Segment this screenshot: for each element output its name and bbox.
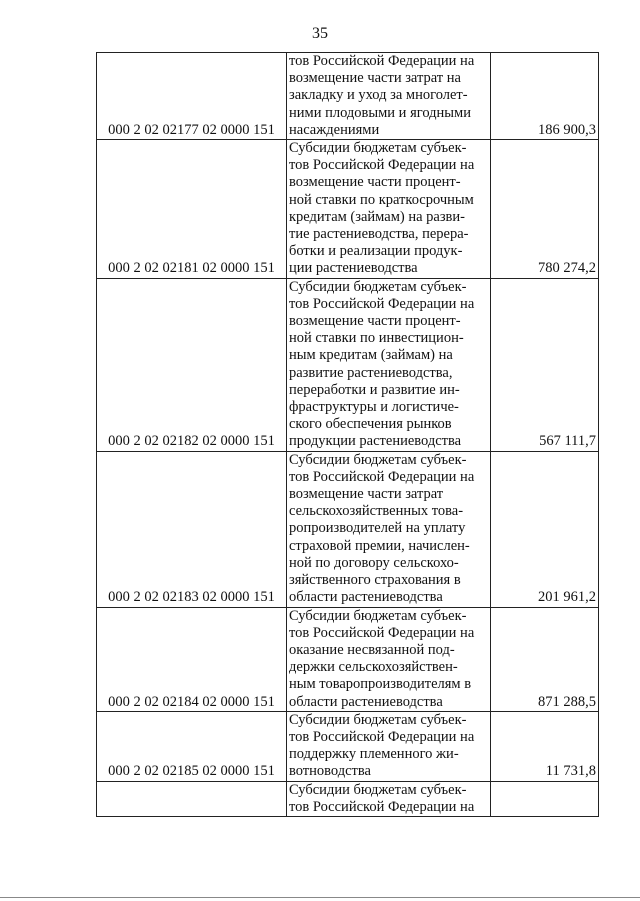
amount: 871 288,5 — [491, 607, 599, 711]
description-line: тие растениеводства, перера- — [289, 226, 469, 243]
description-line: страховой премии, начислен- — [289, 537, 470, 554]
table-row — [97, 711, 599, 781]
description-line: тов Российской Федерации на — [289, 624, 475, 641]
budget-code: 000 2 02 02185 02 0000 151 — [97, 711, 287, 781]
description-line: тов Российской Федерации на — [289, 53, 475, 69]
description-line: возмещение части процент- — [289, 174, 461, 191]
budget-code: 000 2 02 02183 02 0000 151 — [97, 451, 287, 607]
item-description — [287, 607, 491, 711]
description-line: тов Российской Федерации на — [289, 798, 475, 815]
description-line: области растениеводства — [289, 589, 443, 606]
description-line: закладку и уход за многолет- — [289, 87, 468, 104]
description-line: ной ставки по инвестицион- — [289, 330, 464, 347]
description-line: ского обеспечения рынков — [289, 416, 452, 433]
description-line: возмещение части процент- — [289, 313, 461, 330]
description-line: Субсидии бюджетам субъек- — [289, 607, 467, 624]
description-line: продукции растениеводства — [289, 433, 462, 450]
description-line: возмещение части затрат на — [289, 70, 461, 87]
description-line: Субсидии бюджетам субъек- — [289, 278, 467, 295]
table-row — [97, 781, 599, 816]
description-line: ным товаропроизводителям в — [289, 676, 472, 693]
budget-code: 000 2 02 02184 02 0000 151 — [97, 607, 287, 711]
table-row — [97, 451, 599, 607]
item-description — [287, 53, 491, 140]
description-line: области растениеводства — [289, 693, 443, 710]
description-line: Субсидии бюджетам субъек- — [289, 451, 467, 468]
description-line: ними плодовыми и ягодными — [289, 104, 471, 121]
description-line: вотноводства — [289, 763, 371, 780]
description-line: тов Российской Федерации на — [289, 295, 475, 312]
description-line: ропроизводителей на уплату — [289, 520, 466, 537]
table-row — [97, 53, 599, 140]
description-line: ботки и реализации продук- — [289, 243, 463, 260]
amount — [491, 781, 599, 816]
description-line: тов Российской Федерации на — [289, 157, 475, 174]
description-line: переработки и развитие ин- — [289, 381, 460, 398]
budget-code: 000 2 02 02181 02 0000 151 — [97, 140, 287, 279]
item-description — [287, 451, 491, 607]
description-line: Субсидии бюджетам субъек- — [289, 140, 467, 157]
description-line: фраструктуры и логистиче- — [289, 399, 459, 416]
item-description — [287, 140, 491, 279]
description-line: тов Российской Федерации на — [289, 468, 475, 485]
item-description — [287, 711, 491, 781]
description-line: ным кредитам (займам) на — [289, 347, 453, 364]
description-line: Субсидии бюджетам субъек- — [289, 711, 467, 728]
page-number: 35 — [312, 25, 328, 42]
budget-table-body — [97, 53, 599, 817]
table-row — [97, 607, 599, 711]
table-row — [97, 140, 599, 279]
amount: 780 274,2 — [491, 140, 599, 279]
description-line: развитие растениеводства, — [289, 364, 453, 381]
description-line: возмещение части затрат — [289, 486, 444, 503]
budget-code: 000 2 02 02182 02 0000 151 — [97, 278, 287, 451]
description-line: сельскохозяйственных това- — [289, 503, 464, 520]
item-description — [287, 781, 491, 816]
description-line: оказание несвязанной под- — [289, 641, 455, 658]
amount: 186 900,3 — [491, 53, 599, 140]
amount: 11 731,8 — [491, 711, 599, 781]
amount: 567 111,7 — [491, 278, 599, 451]
description-line: ной ставки по краткосрочным — [289, 191, 474, 208]
description-line: кредитам (займам) на разви- — [289, 208, 465, 225]
description-line: насаждениями — [289, 121, 380, 138]
description-line: зяйственного страхования в — [289, 572, 461, 589]
description-line: Субсидии бюджетам субъек- — [289, 781, 467, 798]
page-bottom-rule — [0, 897, 640, 898]
budget-code — [97, 781, 287, 816]
table-row — [97, 278, 599, 451]
description-line: держки сельскохозяйствен- — [289, 659, 458, 676]
amount: 201 961,2 — [491, 451, 599, 607]
description-line: тов Российской Федерации на — [289, 728, 475, 745]
description-line: поддержку племенного жи- — [289, 746, 459, 763]
description-line: ции растениеводства — [289, 260, 418, 277]
item-description — [287, 278, 491, 451]
budget-table — [96, 52, 599, 817]
description-line: ной по договору сельскохо- — [289, 554, 459, 571]
budget-code: 000 2 02 02177 02 0000 151 — [97, 53, 287, 140]
